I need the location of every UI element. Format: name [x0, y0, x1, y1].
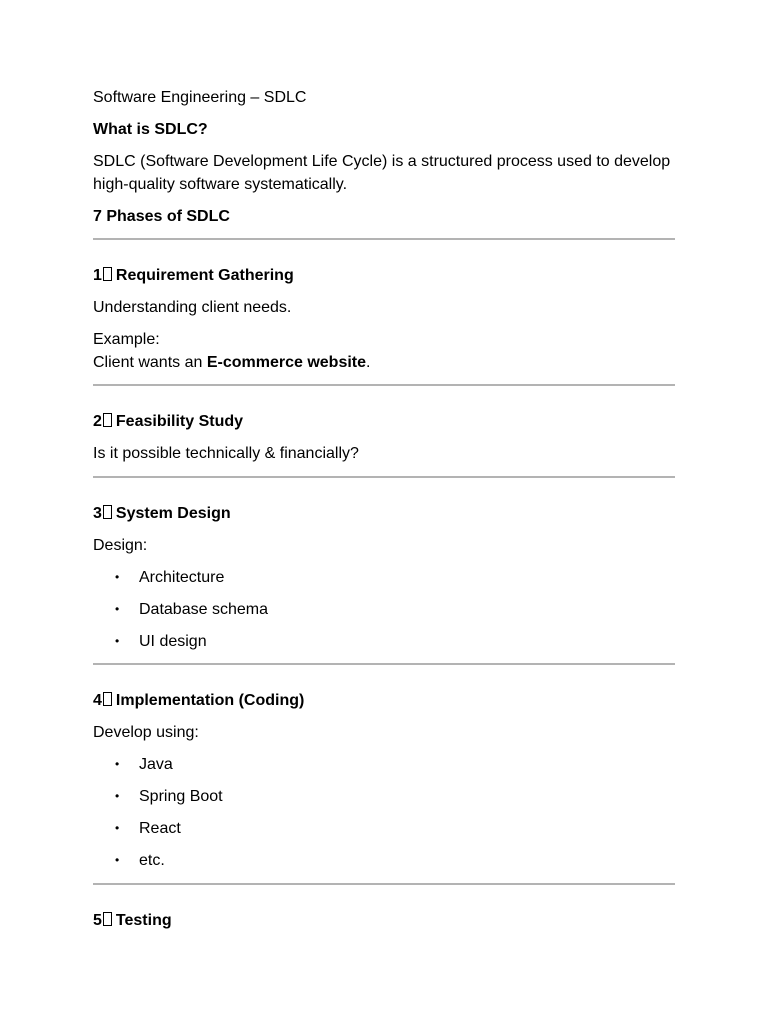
list-item	[93, 753, 675, 776]
what-is-heading: What is SDLC?	[93, 121, 208, 138]
phase-3-description: Design:	[93, 537, 148, 554]
phase-4-heading	[93, 689, 675, 712]
list-item-text: UI design	[139, 633, 207, 650]
keycap-box-icon	[103, 505, 112, 519]
list-item	[93, 630, 675, 653]
phase-3-list	[93, 566, 675, 653]
list-item-text: Java	[139, 756, 173, 773]
example-suffix: .	[366, 354, 371, 371]
phase-4-description: Develop using:	[93, 724, 199, 741]
phase-4-number: 4	[93, 692, 102, 709]
list-item-text: React	[139, 820, 181, 837]
list-item	[93, 817, 675, 840]
bullet-icon: •	[115, 821, 120, 835]
list-item-text: Spring Boot	[139, 788, 223, 805]
bullet-icon: •	[115, 602, 120, 616]
document-body	[93, 86, 675, 941]
list-item-text: Architecture	[139, 569, 225, 586]
document-title: Software Engineering – SDLC	[93, 89, 307, 106]
phase-2-heading	[93, 410, 675, 433]
list-item	[93, 785, 675, 808]
phase-5-heading	[93, 909, 675, 932]
list-item-text: Database schema	[139, 601, 268, 618]
phase-2-number: 2	[93, 413, 102, 430]
phase-4-list	[93, 753, 675, 872]
example-bold: E-commerce website	[206, 354, 367, 371]
divider	[93, 476, 675, 478]
phases-heading: 7 Phases of SDLC	[93, 208, 230, 225]
example-prefix: Client wants an	[93, 354, 207, 371]
list-item	[93, 598, 675, 621]
phase-1-title: Requirement Gathering	[115, 267, 294, 284]
phase-1-heading	[93, 264, 675, 287]
bullet-icon: •	[115, 570, 120, 584]
phase-5-number: 5	[93, 912, 102, 929]
phase-3-title: System Design	[115, 505, 231, 522]
bullet-icon: •	[115, 757, 120, 771]
divider	[93, 883, 675, 885]
phase-5-title: Testing	[115, 912, 172, 929]
phase-3-heading	[93, 502, 675, 525]
phase-3-number: 3	[93, 505, 102, 522]
phase-4-title: Implementation (Coding)	[115, 692, 305, 709]
keycap-box-icon	[103, 692, 112, 706]
keycap-box-icon	[103, 267, 112, 281]
bullet-icon: •	[115, 853, 120, 867]
divider	[93, 238, 675, 240]
divider	[93, 384, 675, 386]
list-item	[93, 849, 675, 872]
what-is-paragraph: SDLC (Software Development Life Cycle) is a structured process used to develop high-quality software systematically.	[93, 153, 671, 193]
phase-1-example-text	[93, 351, 675, 374]
phase-2-title: Feasibility Study	[115, 413, 244, 430]
phase-2-description: Is it possible technically & financially?	[93, 445, 359, 462]
phase-1-number: 1	[93, 267, 102, 284]
phase-1-example-label: Example:	[93, 331, 160, 348]
phase-1-description: Understanding client needs.	[93, 299, 292, 316]
list-item-text: etc.	[139, 852, 165, 869]
keycap-box-icon	[103, 912, 112, 926]
list-item	[93, 566, 675, 589]
divider	[93, 663, 675, 665]
keycap-box-icon	[103, 413, 112, 427]
bullet-icon: •	[115, 634, 120, 648]
bullet-icon: •	[115, 789, 120, 803]
